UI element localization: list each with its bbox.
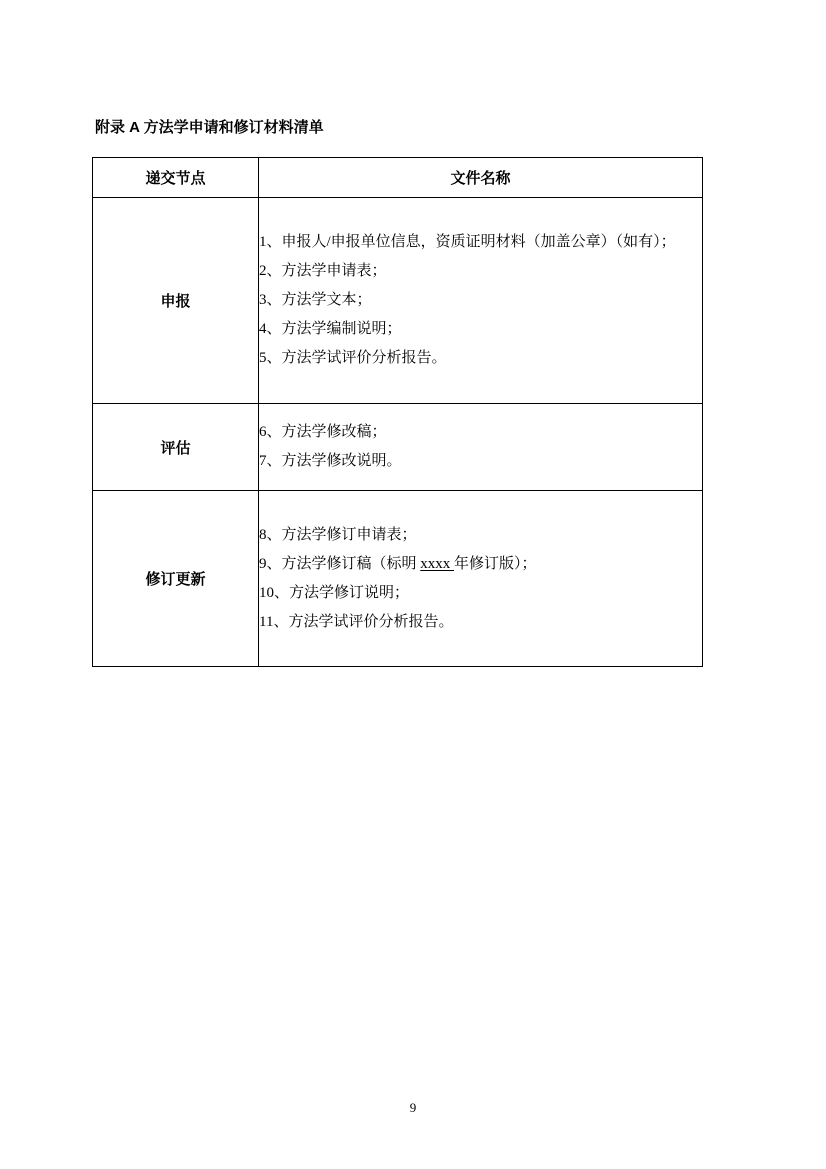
- stage-label-apply: 申报: [93, 198, 259, 404]
- doc-item-9: [259, 555, 702, 574]
- doc-item-8: 8、方法学修订申请表；: [259, 526, 417, 543]
- doc-item-10: 10、方法学修订说明；: [259, 584, 410, 601]
- column-header-submission-node: 递交节点: [93, 158, 259, 198]
- file-list-apply: [259, 198, 703, 404]
- doc-item-6: 6、方法学修改稿；: [259, 424, 387, 440]
- doc-item-9-suffix: 年修订版）；: [454, 555, 537, 572]
- doc-item-1: 1、申报人/申报单位信息，资质证明材料（加盖公章）（如有）；: [259, 234, 676, 250]
- stage-label-revise: 修订更新: [93, 491, 259, 667]
- doc-item-9-underlined-placeholder: xxxx: [420, 555, 455, 572]
- page-number: 9: [409, 1100, 417, 1115]
- table-row-apply: [93, 198, 703, 404]
- doc-item-3: 3、方法学文本；: [259, 292, 372, 308]
- doc-item-9-prefix: 9、方法学修订稿（标明: [259, 555, 421, 572]
- file-list-assess: [259, 404, 703, 491]
- column-header-file-name: 文件名称: [259, 158, 703, 198]
- doc-item-5: 5、方法学试评价分析报告。: [259, 350, 447, 366]
- table-header-row: [93, 158, 703, 198]
- doc-item-4: 4、方法学编制说明；: [259, 321, 402, 337]
- doc-item-11: 11、方法学试评价分析报告。: [259, 613, 454, 630]
- materials-table: [92, 157, 703, 667]
- appendix-title: 附录 A 方法学申请和修订材料清单: [95, 119, 324, 136]
- file-list-revise: [259, 491, 703, 667]
- table-row-assess: [93, 404, 703, 491]
- stage-label-assess: 评估: [93, 404, 259, 491]
- doc-item-7: 7、方法学修改说明。: [259, 453, 402, 469]
- table-row-revise: [93, 491, 703, 667]
- doc-item-2: 2、方法学申请表；: [259, 263, 387, 279]
